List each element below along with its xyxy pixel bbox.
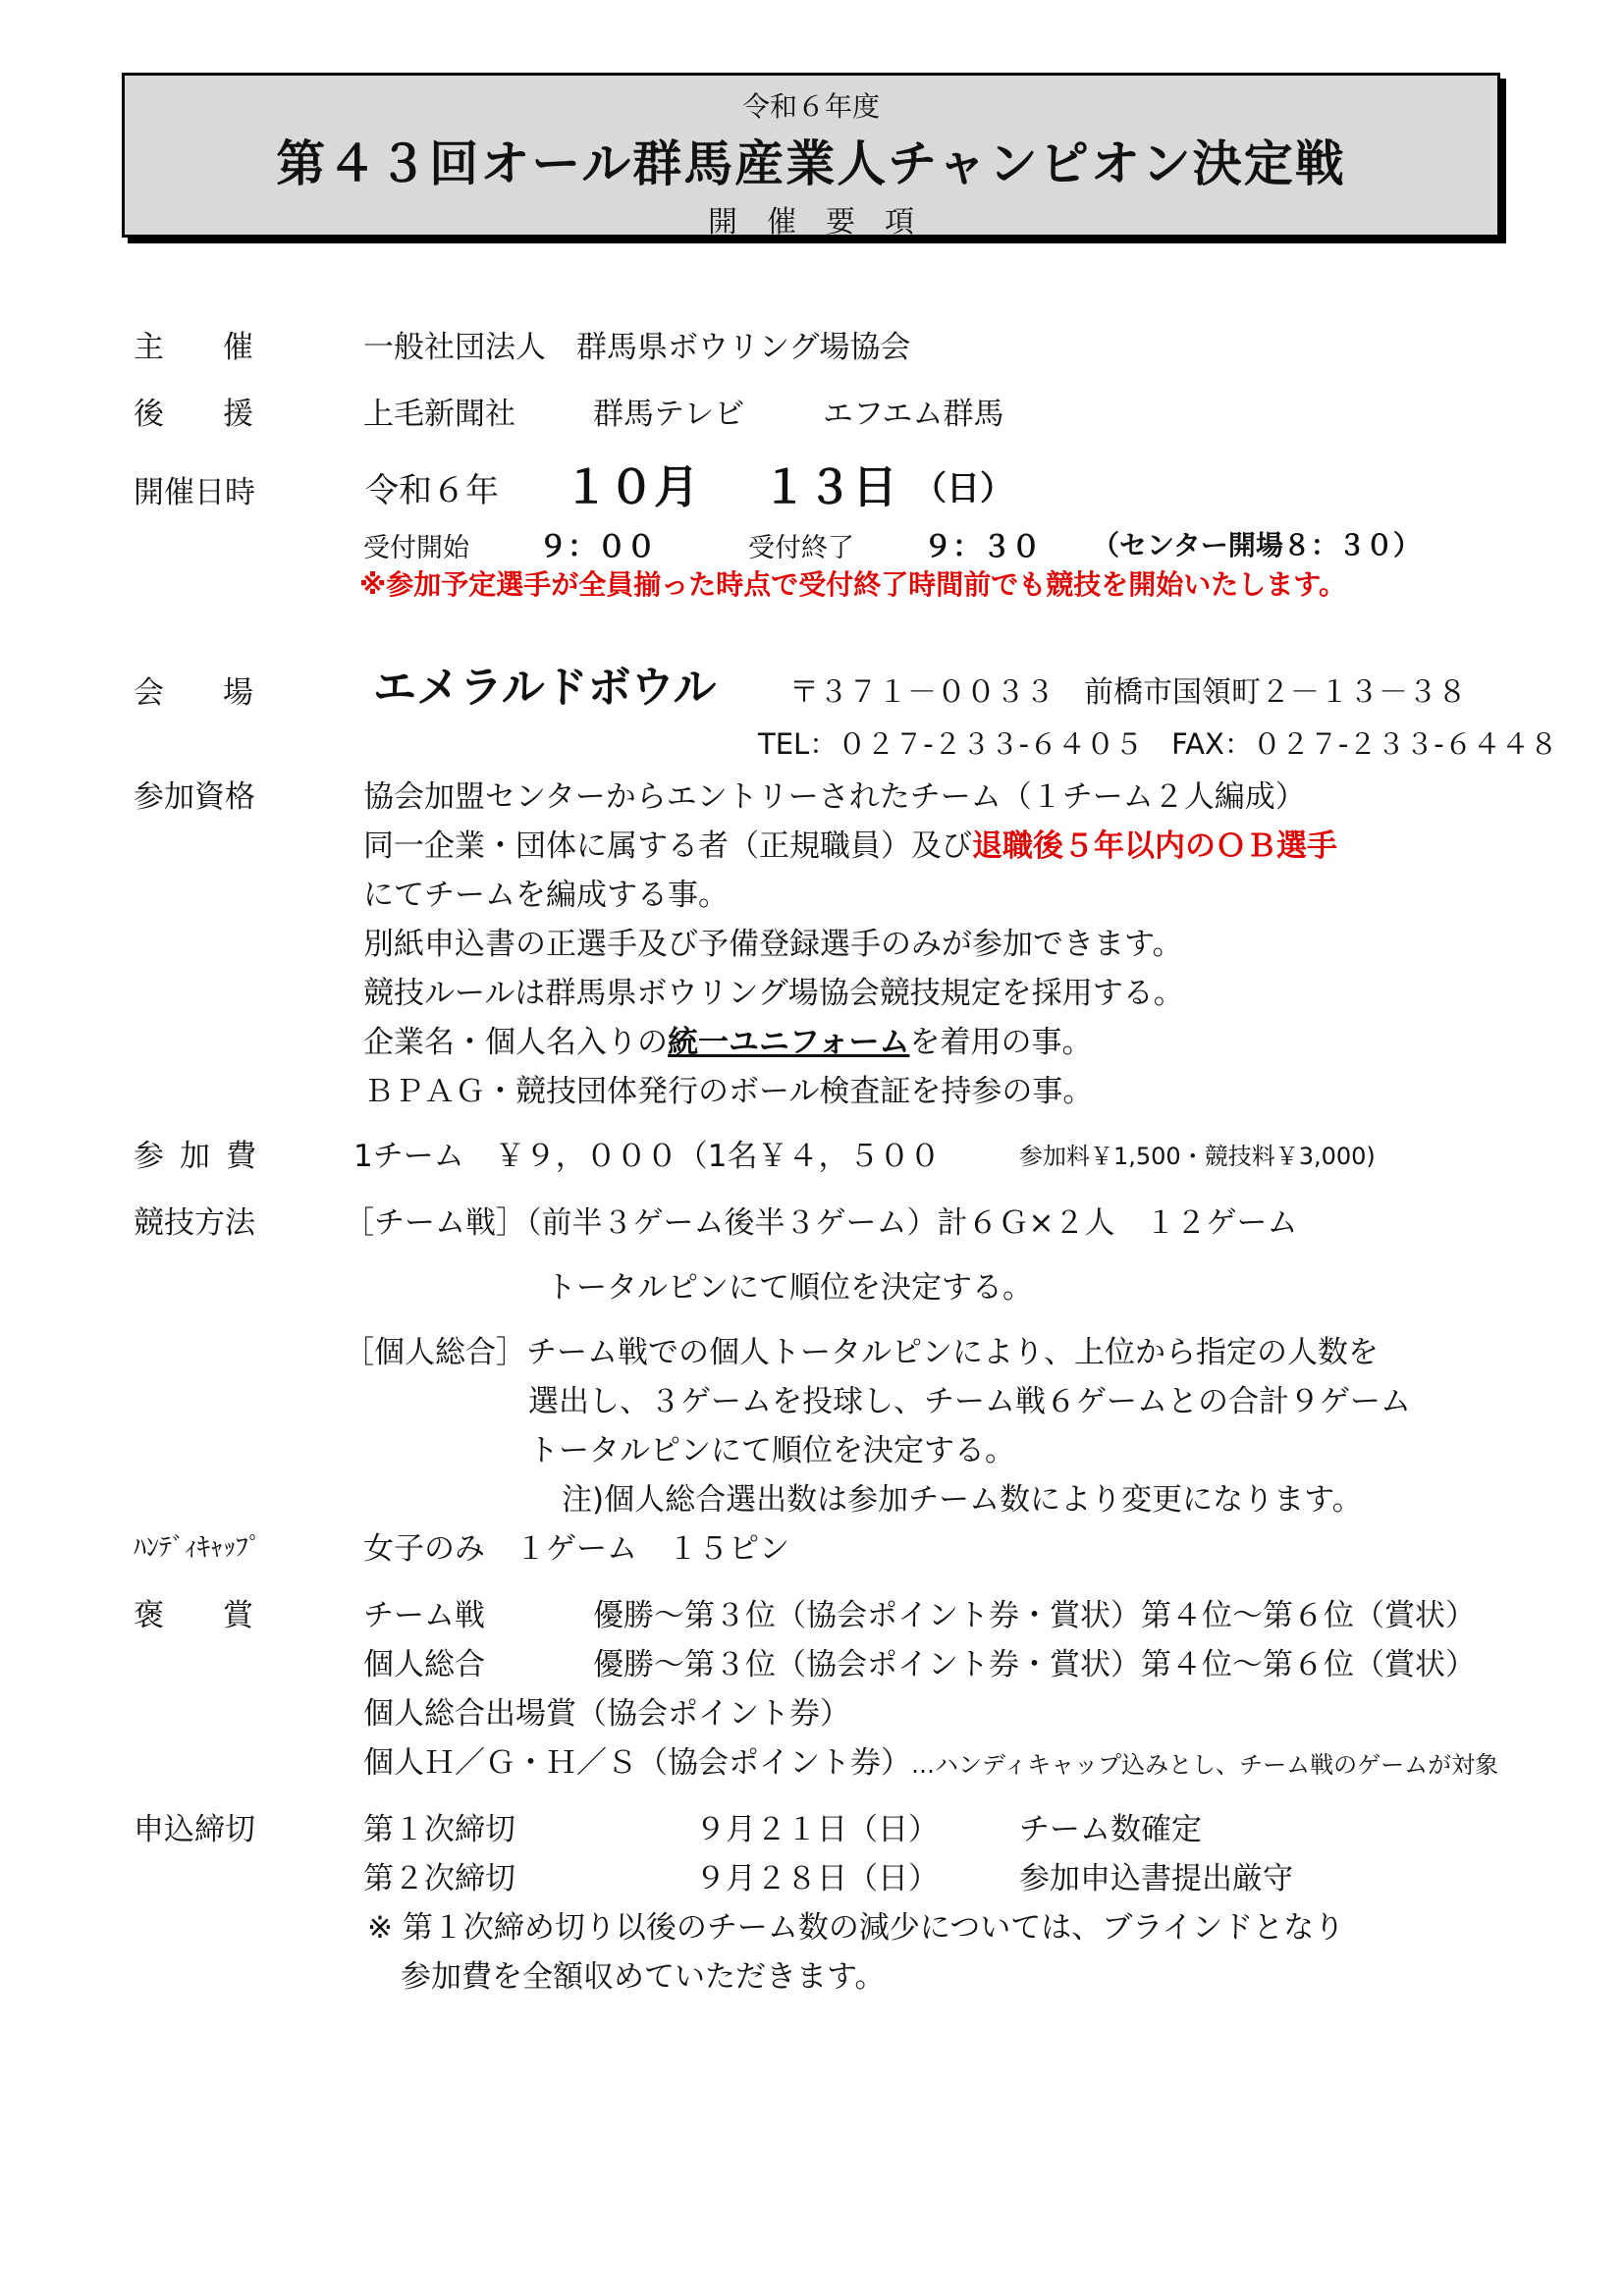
eligibility-line2-text: 同一企業・団体に属する者（正規職員）及び — [363, 828, 972, 864]
date-era: 令和６年 — [365, 471, 499, 510]
deadline-first-date: ９月２１日（日） — [695, 1812, 939, 1847]
uniform-highlight: 統一ユニフォーム — [668, 1025, 910, 1060]
reception-start-time: ９：００ — [538, 530, 656, 564]
page-subtitle: 開催要項 — [708, 205, 944, 240]
sponsor-1: 上毛新聞社 — [363, 397, 515, 432]
awards-indiv-value: 優勝～第３位（協会ポイント券・賞状）第４位～第６位（賞状） — [593, 1647, 1476, 1682]
awards-high-game-text: 個人Ｈ／Ｇ・Ｈ／Ｓ（協会ポイント券） — [363, 1745, 911, 1781]
eligibility-line6 — [363, 1017, 1092, 1061]
eligibility-line7: ＢＰＡＧ・競技団体発行のボール検査証を持参の事。 — [363, 1074, 1094, 1109]
eligibility-line5: 競技ルールは群馬県ボウリング場協会競技規定を採用する。 — [363, 976, 1184, 1011]
eligibility-line1: 協会加盟センターからエントリーされたチーム（１チーム２人編成） — [363, 779, 1306, 815]
venue-label: 会場 — [134, 675, 312, 711]
deadline-first-name: 第１次締切 — [363, 1812, 515, 1847]
eligibility-ob-highlight: 退職後５年以内のＯＢ選手 — [972, 828, 1337, 864]
eligibility-line4: 別紙申込書の正選手及び予備登録選手のみが参加できます。 — [363, 927, 1183, 962]
organizer-label: 主催 — [134, 330, 312, 365]
method-indiv-line1: ［個人総合］チーム戦での個人トータルピンにより、上位から指定の人数を — [344, 1335, 1379, 1370]
method-team-line2: トータルピンにて順位を決定する。 — [546, 1270, 1033, 1306]
method-indiv-line3: トータルピンにて順位を決定する。 — [528, 1433, 1015, 1468]
deadline-second-date: ９月２８日（日） — [695, 1861, 939, 1896]
deadline-second-name: 第２次締切 — [363, 1861, 515, 1896]
fee-detail: 参加料￥1,500・競技料￥3,000) — [1019, 1143, 1376, 1170]
deadline-note1: ※ 第１次締め切り以後のチーム数の減少については、ブラインドとなり — [367, 1910, 1345, 1946]
eligibility-line6-a: 企業名・個人名入りの — [363, 1025, 668, 1060]
deadline-first-note: チーム数確定 — [1019, 1812, 1202, 1847]
page-title: 第４３回オール群馬産業人チャンピオン決定戦 — [276, 135, 1346, 192]
awards-team-name: チーム戦 — [363, 1598, 485, 1633]
method-team-line1: ［チーム戦］（前半３ゲーム後半３ゲーム）計６Ｇ×２人 １２ゲーム — [344, 1205, 1298, 1241]
method-indiv-note: 注)個人総合選出数は参加チーム数により変更になります。 — [562, 1482, 1363, 1518]
reception-end-label: 受付終了 — [748, 533, 854, 563]
venue-contact: TEL：０２７-２３３-６４０５ FAX：０２７-２３３-６４４８ — [758, 727, 1558, 761]
reception-start-label: 受付開始 — [363, 533, 469, 563]
awards-high-game-note: …ハンディキャップ込みとし、チーム戦のゲームが対象 — [911, 1751, 1499, 1779]
venue-address: 〒３７１－００３３ 前橋市国領町２－１３－３８ — [789, 675, 1467, 710]
sponsor-3: エフエム群馬 — [823, 397, 1004, 432]
awards-indiv-name: 個人総合 — [363, 1647, 485, 1682]
awards-high-game — [363, 1737, 1498, 1782]
deadline-second-note: 参加申込書提出厳守 — [1019, 1861, 1293, 1896]
date-month: １０月 — [564, 460, 699, 513]
fee-main: 1チーム ￥９，０００（1名￥４，５００ — [353, 1139, 941, 1174]
fee-label: 参加費 — [134, 1139, 272, 1174]
deadline-label: 申込締切 — [134, 1812, 255, 1847]
eligibility-line2 — [363, 821, 1337, 865]
method-label: 競技方法 — [134, 1205, 255, 1241]
eligibility-line6-b: を着用の事。 — [909, 1025, 1093, 1060]
center-open: （センター開場８：３０） — [1092, 529, 1421, 561]
awards-participation: 個人総合出場賞（協会ポイント券） — [363, 1696, 850, 1732]
date-day: １３日 — [762, 460, 897, 513]
handicap-label: ﾊﾝﾃﾞｨｷｬｯﾌﾟ — [134, 1533, 262, 1563]
awards-team-value: 優勝～第３位（協会ポイント券・賞状）第４位～第６位（賞状） — [593, 1598, 1476, 1633]
handicap-value: 女子のみ １ゲーム １５ピン — [363, 1531, 789, 1567]
header-year: 令和６年度 — [741, 90, 880, 123]
eligibility-label: 参加資格 — [134, 779, 255, 815]
sponsor-label: 後援 — [134, 397, 312, 432]
organizer-value: 一般社団法人 群馬県ボウリング場協会 — [363, 330, 911, 365]
header-box — [122, 73, 1500, 238]
reception-end-time: ９：３０ — [923, 530, 1041, 564]
method-indiv-line2: 選出し、３ゲームを投球し、チーム戦６ゲームとの合計９ゲーム — [528, 1384, 1411, 1419]
sponsor-2: 群馬テレビ — [593, 397, 745, 432]
eligibility-line3: にてチームを編成する事。 — [363, 878, 729, 913]
start-note: ※参加予定選手が全員揃った時点で受付終了時間前でも競技を開始いたします。 — [359, 568, 1346, 601]
awards-label: 褒賞 — [134, 1598, 312, 1633]
date-label: 開催日時 — [134, 475, 255, 510]
date-weekday: （日） — [913, 469, 1013, 508]
venue-name: エメラルドボウル — [373, 663, 717, 713]
deadline-note2: 参加費を全額収めていただきます。 — [401, 1959, 886, 1995]
